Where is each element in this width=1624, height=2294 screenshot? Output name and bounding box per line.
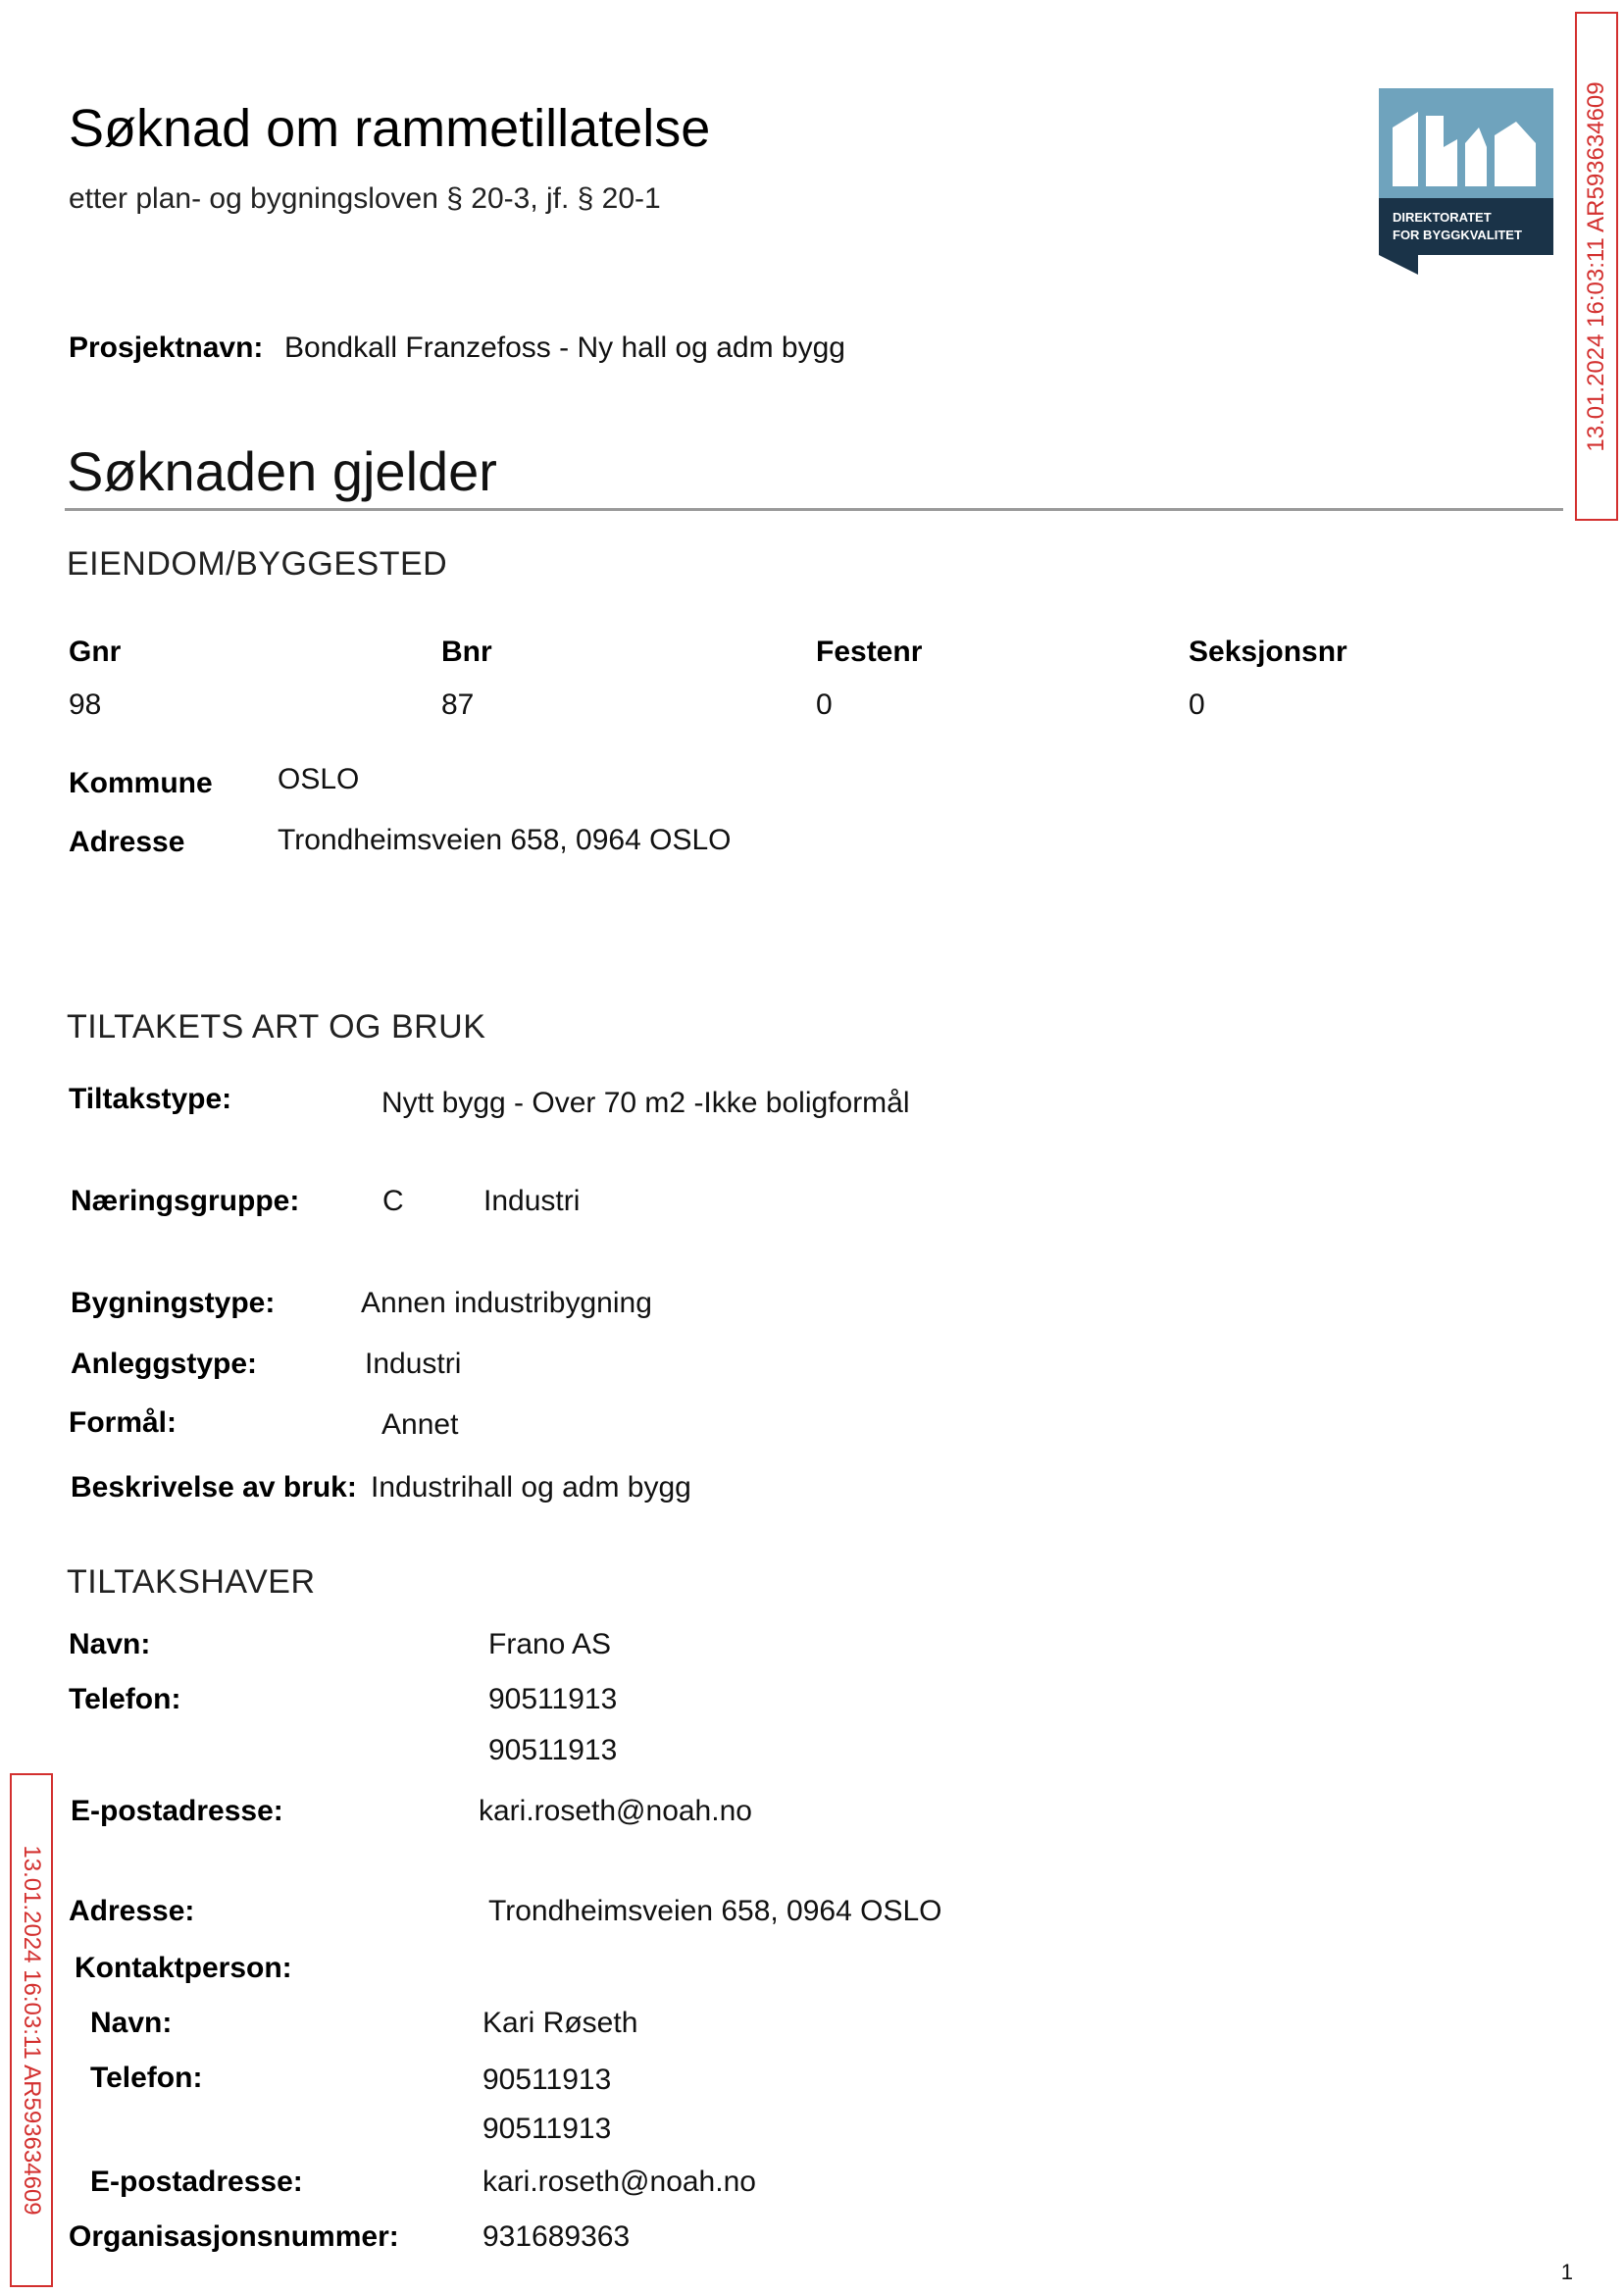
kontakt-telefon-value-1: 90511913: [482, 2064, 612, 2096]
tiltakshaver-epost-value: kari.roseth@noah.no: [479, 1795, 752, 1827]
kommune-value: OSLO: [278, 763, 360, 795]
tiltakshaver-telefon-label: Telefon:: [69, 1683, 181, 1715]
adresse-label: Adresse: [69, 826, 185, 858]
tiltakshaver-adresse-label: Adresse:: [69, 1895, 195, 1927]
document-title: Søknad om rammetillatelse: [69, 99, 711, 158]
formal-label: Formål:: [69, 1406, 178, 1439]
naeringsgruppe-value: Industri: [483, 1185, 581, 1217]
logo-text-line2: FOR BYGGKVALITET: [1393, 228, 1522, 242]
anleggstype-value: Industri: [365, 1348, 462, 1380]
tiltakshaver-telefon-value-2: 90511913: [488, 1734, 618, 1766]
kommune-label: Kommune: [69, 767, 213, 799]
document-subtitle: etter plan- og bygningsloven § 20-3, jf. § 20-1: [69, 182, 661, 215]
orgnr-value: 931689363: [482, 2220, 631, 2253]
kontakt-telefon-value-2: 90511913: [482, 2113, 612, 2145]
kontakt-epost-value: kari.roseth@noah.no: [482, 2166, 756, 2198]
dibk-logo: [1379, 88, 1553, 275]
beskrivelse-value: Industrihall og adm bygg: [371, 1471, 691, 1504]
formal-value: Annet: [381, 1408, 459, 1441]
seksjonsnr-value: 0: [1189, 688, 1205, 721]
kontakt-telefon-label: Telefon:: [90, 2062, 203, 2094]
project-label: Prosjektnavn:: [69, 331, 264, 364]
property-heading: EIENDOM/BYGGESTED: [67, 545, 448, 583]
anleggstype-label: Anleggstype:: [71, 1348, 258, 1380]
kontakt-navn-value: Kari Røseth: [482, 2007, 638, 2039]
bygningstype-label: Bygningstype:: [71, 1287, 276, 1319]
archive-stamp-left: [10, 1773, 53, 2287]
kontakt-navn-label: Navn:: [90, 2007, 173, 2039]
archive-stamp-top-text: 13.01.2024 16:03:11 AR593634609: [1583, 80, 1609, 452]
section-divider: [65, 508, 1563, 511]
tiltakshaver-adresse-value: Trondheimsveien 658, 0964 OSLO: [488, 1895, 942, 1927]
archive-stamp-left-text: 13.01.2024 16:03:11 AR593634609: [19, 1845, 45, 2216]
festenr-value: 0: [816, 688, 833, 721]
kontaktperson-label: Kontaktperson:: [75, 1952, 292, 1984]
bygningstype-value: Annen industribygning: [361, 1287, 652, 1319]
bnr-label: Bnr: [441, 636, 492, 668]
logo-text-line1: DIREKTORATET: [1393, 210, 1492, 225]
bnr-value: 87: [441, 688, 475, 721]
naeringsgruppe-code: C: [382, 1185, 404, 1217]
tiltakshaver-epost-label: E-postadresse:: [71, 1795, 283, 1827]
section-title: Søknaden gjelder: [67, 440, 497, 502]
seksjonsnr-label: Seksjonsnr: [1189, 636, 1347, 668]
orgnr-label: Organisasjonsnummer:: [69, 2220, 399, 2253]
adresse-value: Trondheimsveien 658, 0964 OSLO: [278, 824, 732, 856]
beskrivelse-label: Beskrivelse av bruk:: [71, 1471, 357, 1504]
tiltakshaver-navn-label: Navn:: [69, 1628, 151, 1660]
tiltakstype-value: Nytt bygg - Over 70 m2 -Ikke boligformål: [381, 1087, 910, 1119]
kontakt-epost-label: E-postadresse:: [90, 2166, 303, 2198]
tiltak-heading: TILTAKETS ART OG BRUK: [67, 1008, 486, 1045]
naeringsgruppe-label: Næringsgruppe:: [71, 1185, 300, 1217]
tiltakstype-label: Tiltakstype:: [69, 1083, 232, 1115]
gnr-value: 98: [69, 688, 102, 721]
archive-stamp-top: [1575, 12, 1618, 521]
festenr-label: Festenr: [816, 636, 923, 668]
page-number: 1: [1560, 2260, 1573, 2284]
tiltakshaver-heading: TILTAKSHAVER: [67, 1563, 316, 1601]
gnr-label: Gnr: [69, 636, 122, 668]
tiltakshaver-telefon-value-1: 90511913: [488, 1683, 618, 1715]
tiltakshaver-navn-value: Frano AS: [488, 1628, 612, 1660]
project-value: Bondkall Franzefoss - Ny hall og adm bygg: [284, 331, 845, 364]
